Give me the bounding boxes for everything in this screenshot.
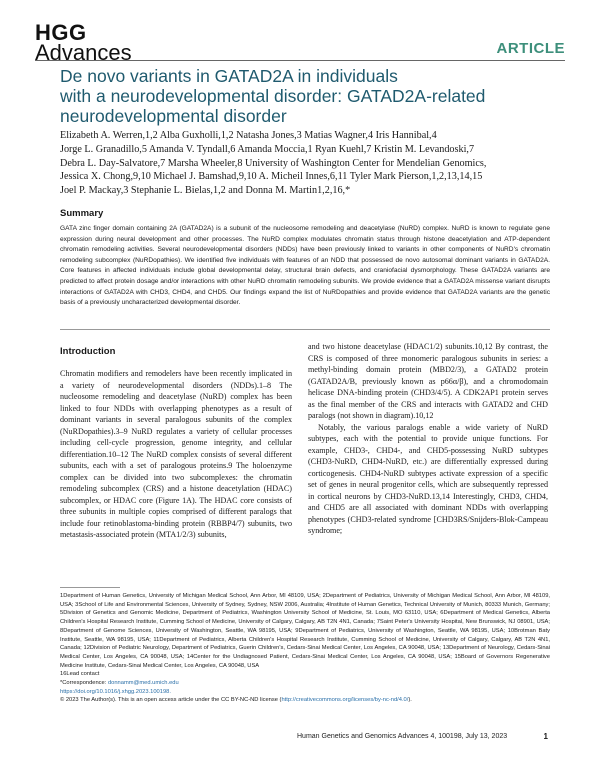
copyright-text: © 2023 The Author(s). This is an open access article under the CC BY-NC-ND license ( bbox=[60, 697, 282, 704]
summary-text: GATA zinc finger domain containing 2A (GATAD2A) is a subunit of the nucleosome remodeling and deacetylase (NuRD) complex. NuRD is known to regulate gene expression during neural development and other processes. The NuRD complex modulates chromatin status through histone deacetylation and ATP-dependent chromatin remodeling activities. Several neurodevelopmental disorders (NDDs) have been previously linked to variants in other components of NuRD's chromatin remodeling subcomplex (NuRDopathies). We identified five individuals with features of an NDD that possessed de novo autosomal dominant variants in GATAD2A. Core features in affected individuals include global developmental delay, structural brain defects, and craniofacial dysmorphology. These GATAD2A variants are predicted to affect protein dosage and/or interactions with other NuRD chromatin remodeling subunits. We provide evidence that a GATAD2A missense variant disrupts interactions of GATAD2A with CHD3, CHD4, and CHD5. Our findings expand the list of NuRDopathies and provide evidence that GATAD2A variants are the genetic basis of a previously uncharacterized developmental disorder. bbox=[60, 225, 550, 307]
summary-divider bbox=[60, 329, 550, 330]
body-column-left bbox=[60, 368, 292, 541]
body-column-right bbox=[308, 341, 548, 537]
page-number: 1 bbox=[543, 732, 548, 741]
correspondence-email-link[interactable]: donnamm@med.umich.edu bbox=[107, 680, 179, 687]
logo-advances: Advances bbox=[35, 40, 132, 65]
title-line-3: neurodevelopmental disorder bbox=[60, 106, 287, 126]
journal-logo bbox=[35, 22, 132, 64]
introduction-heading: Introduction bbox=[60, 346, 116, 357]
body-paragraph: Chromatin modifiers and remodelers have been recently implicated in a variety of neurodevelopmental disorders (NDDs).1–8 The nucleosome remodeling and deacetylase (NuRD) complex has been linked to four NDDs with overlapping phenotypes as a result of dominant variants in several paralogous subunits of the complex (NuRDopathies).3–9 NuRD regulates a variety of cellular processes including cell-cycle progression, genome integrity, and cellular differentiation.10–12 The NuRD complex consists of several different subunits, each with a set of paralogous proteins.9 The holoenzyme complex can be divided into two subcomplexes: the chromatin remodeling subcomplex (CRS) and a histone deacetylation (HDAC) subcomplex, or HDAC core (Figure 1A). The HDAC core consists of three subunits in multiple copies comprised of different paralogs that include four retinoblastoma-binding protein (RBBP4/7) subunits, two metastasis-associated protein (MTA1/2/3) subunits, bbox=[60, 369, 292, 539]
footnotes bbox=[60, 592, 550, 705]
author-line: Elizabeth A. Werren,1,2 Alba Guxholli,1,2 Natasha Jones,3 Matias Wagner,4 Iris Hannibal,4 bbox=[60, 130, 437, 141]
title-line-2: with a neurodevelopmental disorder: GATAD2A-related bbox=[60, 86, 486, 106]
logo-hgg: HGG bbox=[35, 20, 87, 45]
lead-contact: 16Lead contact bbox=[60, 671, 100, 678]
title-line-1: De novo variants in GATAD2A in individuals bbox=[60, 66, 398, 86]
section-label: ARTICLE bbox=[496, 40, 565, 57]
author-line: Jessica X. Chong,9,10 Michael J. Bamshad,9,10 A. Micheil Innes,6,11 Tyler Mark Pierson,1,2,13,14,15 bbox=[60, 171, 483, 183]
page-footer: Human Genetics and Genomics Advances 4, 100198, July 13, 2023 bbox=[297, 733, 508, 740]
copyright-end: ). bbox=[408, 697, 412, 704]
affiliations: 1Department of Human Genetics, University of Michigan Medical School, Ann Arbor, MI 48109, USA; 2Department of Pediatrics, University of Michigan Medical School, Ann Arbor, MI 48109, USA; 3School of Life and Environmental Sciences, University of Sydney, Sydney, NSW 2006, Australia; 4Institute of Human Genetics, Technical University of Munich, 80333 Munich, Germany; 5Division of Genetics and Genomic Medicine, Department of Pediatrics, Washington University School of Medicine, St. Louis, MO 63110, USA; 6Department of Medical Genetics, Alberta Children's Hospital Research Institute, Cumming School of Medicine, University of Calgary, Calgary, AB T2N 4N1, Canada; 7Saint Peter's University Hospital, New Brunswick, NJ 08901, USA; 8Department of Genome Sciences, University of Washington, Seattle, WA 98195, USA; 9Department of Pediatrics, University of Washington, Seattle, WA 98195, USA; 10Brotman Baty Institute, Seattle, WA 98195, USA; 11Department of Pediatrics, Alberta Children's Hospital Research Institute, Cumming School of Medicine, University of Calgary, Calgary, AB T2N 4N1, Canada; 12Division of Pediatric Neurology, Department of Pediatrics, Guerin Children's, Cedars-Sinai Medical Center, Los Angeles, CA 90048, USA; 13Department of Neurology, Cedars-Sinai Medical Center, Los Angeles, CA 90048, USA; 14Center for the Undiagnosed Patient, Cedars-Sinai Medical Center, Los Angeles, CA 90048, USA; 15Board of Governors Regenerative Medicine Institute, Cedars-Sinai Medical Center, Los Angeles, CA 90048, USA bbox=[60, 593, 550, 669]
summary-heading: Summary bbox=[60, 208, 104, 219]
body-paragraph: and two histone deacetylase (HDAC1/2) subunits.10,12 By contrast, the CRS is composed of three monomeric paralogous subunits in series: a methyl-binding domain protein (MBD2/3), a GATAD2 protein (GATAD2A/B, previously known as p66α/β), and a chromodomain helicase DNA-binding protein (CHD3/4/5). A CDK2AP1 protein serves as the final member of the CRS and interacts with GATAD2 and CHD paralogs (not shown in diagram).10,12 bbox=[308, 342, 548, 420]
author-line: Joel P. Mackay,3 Stephanie L. Bielas,1,2 and Donna M. Martin1,2,16,* bbox=[60, 185, 351, 197]
footnote-rule bbox=[60, 587, 120, 588]
copyright bbox=[60, 696, 550, 705]
author-list bbox=[60, 129, 550, 198]
license-link[interactable]: http://creativecommons.org/licenses/by-nc-nd/4.0/ bbox=[281, 697, 409, 704]
correspondence bbox=[60, 679, 550, 688]
body-paragraph: Notably, the various paralogs enable a wide variety of NuRD subtypes, each with the potential to provide unique functions. For example, CHD3-, CHD4-, and CHD5-possessing NuRD subtypes (CHD3-NuRD, CHD4-NuRD, etc.) are differentially expressed during corticogenesis. CHD4-NuRD subtypes activate expression of a specific set of genes in neural progenitor cells, which are subsequently repressed in cortical neurons by CHD3-NuRD.13,14 Interestingly, CHD3, CHD4, and CHD5 are all associated with dominant NDDs with overlapping phenotypes (CHD3-related syndrome [CHD3RS/Snijders-Blok-Campeau syndrome; bbox=[308, 422, 548, 535]
author-line: Debra L. Day-Salvatore,7 Marsha Wheeler,8 University of Washington Center for Mendelian Genomics, bbox=[60, 157, 487, 169]
doi-link[interactable]: https://doi.org/10.1016/j.xhgg.2023.100198. bbox=[60, 688, 171, 695]
author-line: Jorge L. Granadillo,5 Amanda V. Tyndall,6 Amanda Moccia,1 Ryan Kuehl,7 Kristin M. Levandoski,7 bbox=[60, 143, 475, 155]
article-title bbox=[60, 66, 540, 126]
header-rule bbox=[35, 60, 565, 61]
correspondence-label: *Correspondence: bbox=[60, 680, 108, 687]
